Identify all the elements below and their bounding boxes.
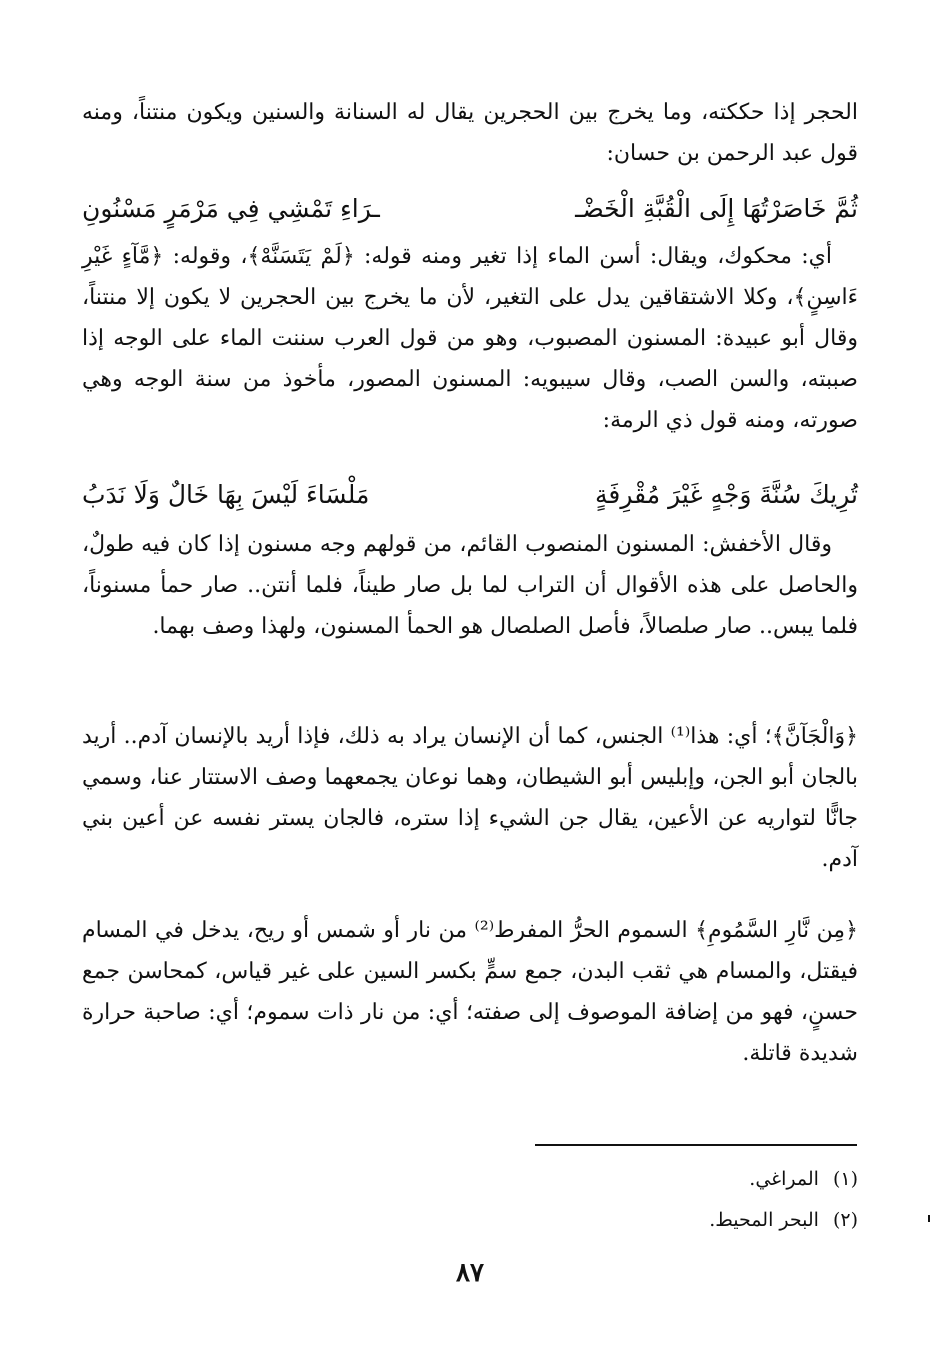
paragraph-2: أي: محكوك، ويقال: أسن الماء إذا تغير ومنه قوله: ﴿لَمْ يَتَسَنَّهْ﴾، وقوله: ﴿مَّآءٍ غَيْرِ ءَاسِنٍ﴾، وكلا الاشتقاقين يدل على التغير، لأن ما يخرج بين الحجرين لا يكون إلا منتناً، وقال أبو عبيدة: المسنون المصبوب، وهو من قول العرب سننت الماء على الوجه إذا صببته، والسن الصب، وقال سيبويه: المسنون المصور، مأخوذ من سنة الوجه وهي صورته، ومنه قول ذي الرمة:: [82, 244, 858, 433]
paragraph-4: ﴿وَالْجَآنَّ﴾؛ أي: هذا⁽¹⁾ الجنس، كما أن الإنسان يراد به ذلك، فإذا أريد بالإنسان آدم.. أريد بالجان أبو الجن، وإبليس أبو الشيطان، وهما نوعان يجمعهما وصف الاستتار عنا، وسمي جانًّا لتواريه عن الأعين، يقال جن الشيء إذا ستره، فالجان يستر نفسه عن أعين بني آدم.: [82, 724, 858, 872]
verse-1-second-hemistich: ـرَاءِ تَمْشِي فِي مَرْمَرٍ مَسْنُونِ: [82, 193, 380, 223]
paragraph-5: ﴿مِن نَّارِ السَّمُومِ﴾ السموم الحرُّ المفرط⁽²⁾ من نار أو شمس أو ريح، يدخل في المسام فيقتل، والمسام هي ثقب البدن، جمع سمٍّ بكسر السين على غير قياس، كمحاسن جمع حسنٍ، فهو من إضافة الموصوف إلى صفته؛ أي: من نار ذات سموم؛ أي: صاحبة حرارة شديدة قاتلة.: [82, 918, 858, 1066]
verse-2-first-hemistich: تُرِيكَ سُنَّةَ وَجْهٍ غَيْرَ مُقْرِفَةٍ: [595, 479, 858, 509]
verse-2: [82, 472, 858, 516]
footnote-2-text: البحر المحيط.: [709, 1209, 819, 1231]
footnote-1-text: المراغي.: [749, 1168, 819, 1190]
footnote-2-number: (٢): [832, 1209, 858, 1231]
verse-1-first-hemistich: ثُمَّ خَاصَرْتُهَا إِلَى الْقُبَّةِ الْخَضْـ: [575, 193, 858, 223]
footnote-1-number: (١): [832, 1168, 858, 1190]
page-number: ٨٧: [456, 1258, 484, 1288]
footnote-2: [458, 1207, 858, 1233]
verse-1: [82, 186, 858, 230]
footnote-1: [458, 1166, 858, 1192]
scan-mark: [928, 1215, 930, 1222]
footnote-separator: [535, 1144, 857, 1146]
paragraph-3: وقال الأخفش: المسنون المنصوب القائم، من قولهم وجه مسنون إذا كان فيه طولٌ، والحاصل على هذه الأقوال أن التراب لما بل صار طيناً، فلما أنتن.. صار حمأ مسنوناً، فلما يبس.. صار صلصالاً، فأصل الصلصال هو الحمأ المسنون، ولهذا وصف بهما.: [82, 532, 858, 639]
paragraph-1: الحجر إذا حككته، وما يخرج بين الحجرين يقال له السنانة والسنين ويكون منتناً، ومنه قول عبد الرحمن بن حسان:: [82, 100, 858, 166]
verse-2-second-hemistich: مَلْسَاءَ لَيْسَ بِهَا خَالٌ وَلَا نَدَبُ: [82, 479, 370, 509]
